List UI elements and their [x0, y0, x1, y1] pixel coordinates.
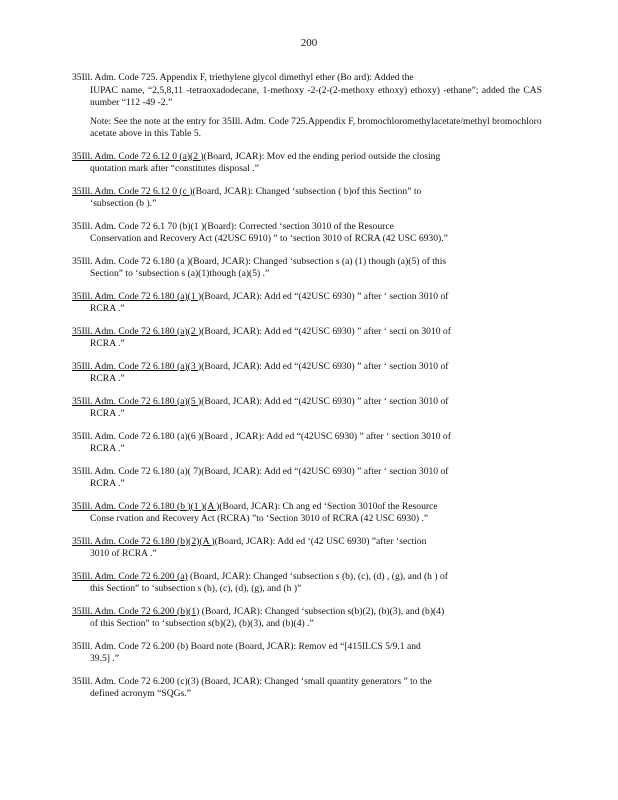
entries-list [72, 72, 542, 711]
entry-description: (Board, JCAR): Add ed “(42USC 6930) ” after ‘ section 3010 of [201, 395, 449, 407]
entry-citation: 35Ill. Adm. Code 72 6.200 (c)(3) [72, 675, 199, 687]
entry-description: (Board, JCAR): Add ed “(42USC 6930) ” after ‘ secti on 3010 of [201, 325, 451, 337]
entry-continuation: Conse rvation and Recovery Act (RCRA) ”to ‘Section 3010 of RCRA (42 USC 6930) .” [90, 513, 429, 524]
entry-citation: 35Ill. Adm. Code 72 6.180 (b)(2)(A ) [72, 535, 215, 547]
note-entry [90, 116, 542, 141]
amendment-entry [72, 151, 542, 176]
entry-continuation: IUPAC name, “2,5,8,11 -tetraoxadodecane, 1-methoxy -2-(2-(2-methoxy ethoxy) ethoxy) -ethane”; added the CAS number “112 -49 -2.” [90, 84, 542, 108]
entry-citation: 35Ill. Adm. Code 72 6.180 (a)(3 ) [72, 360, 202, 372]
entry-description: (Board , JCAR): Add ed “(42USC 6930) ” after ‘ section 3010 of [201, 430, 451, 442]
entry-citation: 35Ill. Adm. Code 72 6.180 (b )(1 )(A ) [72, 500, 220, 512]
entry-continuation: of this Section” to ‘subsection s(b)(2), (b)(3), and (b)(4) .” [90, 618, 314, 629]
entry-continuation: Section” to ‘subsection s (a)(1)though (a)(5) .” [90, 268, 270, 279]
entry-continuation: quotation mark after “constitutes disposal .” [90, 163, 259, 174]
entry-citation: 35Ill. Adm. Code 72 6.180 (a)(5 ) [72, 395, 202, 407]
entry-citation: 35Ill. Adm. Code 72 6.180 (a)( 7) [72, 465, 202, 477]
entry-description: (Board, JCAR): Add ed “(42USC 6930) ” after ‘ section 3010 of [201, 290, 449, 302]
entry-continuation: 39.5] .” [90, 653, 120, 664]
amendment-entry [72, 606, 542, 631]
amendment-entry [72, 571, 542, 596]
entry-continuation: RCRA .” [90, 373, 125, 384]
entry-description: , triethylene glycol dimethyl ether (Bo ard): Added the [204, 72, 414, 83]
amendment-entry [72, 291, 542, 316]
entry-continuation: RCRA .” [90, 478, 125, 489]
entry-description: (Board, JCAR): Changed ‘subsection ( b)of this Section” to [192, 185, 422, 197]
amendment-entry [72, 186, 542, 211]
entry-description: See the note at the entry for 35Ill. Adm. Code 725.Appendix F, bromochloromethyl [111, 115, 434, 127]
entry-citation: 35Ill. Adm. Code 72 6.200 (b)(1) [72, 605, 200, 617]
amendment-entry [72, 72, 542, 110]
amendment-entry [72, 396, 542, 421]
entry-description: (Board, JCAR): Changed ‘subsection s (b), (c), (d) , (g), and (h ) of [187, 570, 448, 582]
entry-citation: 35Ill. Adm. Code 72 6.200 (a) [72, 570, 188, 582]
entry-description: (Board, JCAR): Remov ed “[415ILCS 5/9.1 and [232, 640, 421, 652]
entry-citation: 35Ill. Adm. Code 72 6.1 70 (b)(1 ) [72, 220, 205, 232]
entry-continuation: acetate/methyl bromochloro acetate above in this Table 5. [90, 115, 542, 139]
entry-continuation: RCRA .” [90, 338, 125, 349]
entry-continuation: defined acronym “SQGs.” [90, 688, 191, 699]
entry-citation: 35Ill. Adm. Code 72 6.12 0 (a)(2 ) [72, 150, 204, 162]
amendment-entry [72, 256, 542, 281]
entry-citation: 35Ill. Adm. Code 72 6.180 (a)(2 ) [72, 325, 202, 337]
entry-continuation: Conservation and Recovery Act (42USC 6910) ” to ‘section 3010 of RCRA (42 USC 6930).” [90, 233, 448, 244]
entry-citation: 35Ill. Adm. Code 72 6.180 (a)(6 ) [72, 430, 202, 442]
amendment-entry [72, 641, 542, 666]
amendment-entry [72, 501, 542, 526]
entry-citation: 35Ill. Adm. Code 72 6.200 (b) Board note [72, 640, 233, 652]
entry-citation: Note: [90, 115, 112, 127]
entry-description: (Board, JCAR): Add ed “(42USC 6930) ” after ‘ section 3010 of [201, 465, 449, 477]
amendment-entry [72, 361, 542, 386]
entry-description: (Board, JCAR): Changed ‘subsection s(b)(2), (b)(3), and (b)(4) [199, 605, 445, 617]
amendment-entry [72, 676, 542, 701]
amendment-entry [72, 431, 542, 456]
entry-continuation: 3010 of RCRA .” [90, 548, 157, 559]
entry-description: (Board): Corrected ‘section 3010 of the Resource [204, 220, 394, 232]
entry-continuation: this Section” to ‘subsection s (b), (c), (d), (g), and (h )” [90, 583, 302, 594]
entry-description: (Board, JCAR): Changed ‘small quantity generators ” to the [198, 675, 432, 687]
entry-citation: 35Ill. Adm. Code 72 6.180 (a)(1 ) [72, 290, 202, 302]
entry-citation: 35Ill. Adm. Code 72 6.180 (a ) [72, 255, 191, 267]
amendment-entry [72, 221, 542, 246]
amendment-entry [72, 326, 542, 351]
amendment-entry [72, 466, 542, 491]
entry-description: (Board, JCAR): Add ed “(42USC 6930) ” after ‘ section 3010 of [201, 360, 449, 372]
entry-description: (Board, JCAR): Changed ‘subsection s (a) (1) though (a)(5) of this [190, 255, 447, 267]
entry-continuation: RCRA .” [90, 408, 125, 419]
entry-continuation: RCRA .” [90, 443, 125, 454]
entry-continuation: ‘subsection (b ).” [90, 198, 157, 209]
entry-citation: 35Ill. Adm. Code 72 6.12 0 (c ) [72, 185, 193, 197]
entry-citation: 35Ill. Adm. Code 725. Appendix F [72, 72, 205, 83]
entry-description: (Board, JCAR): Add ed ‘(42 USC 6930) ”after ‘section [214, 535, 427, 547]
entry-continuation: RCRA .” [90, 303, 125, 314]
entry-description: (Board, JCAR): Ch ang ed ‘Section 3010of the Resource [219, 500, 438, 512]
page-number: 200 [300, 37, 318, 49]
amendment-entry [72, 536, 542, 561]
entry-description: (Board, JCAR): Mov ed the ending period outside the closing [203, 150, 441, 162]
